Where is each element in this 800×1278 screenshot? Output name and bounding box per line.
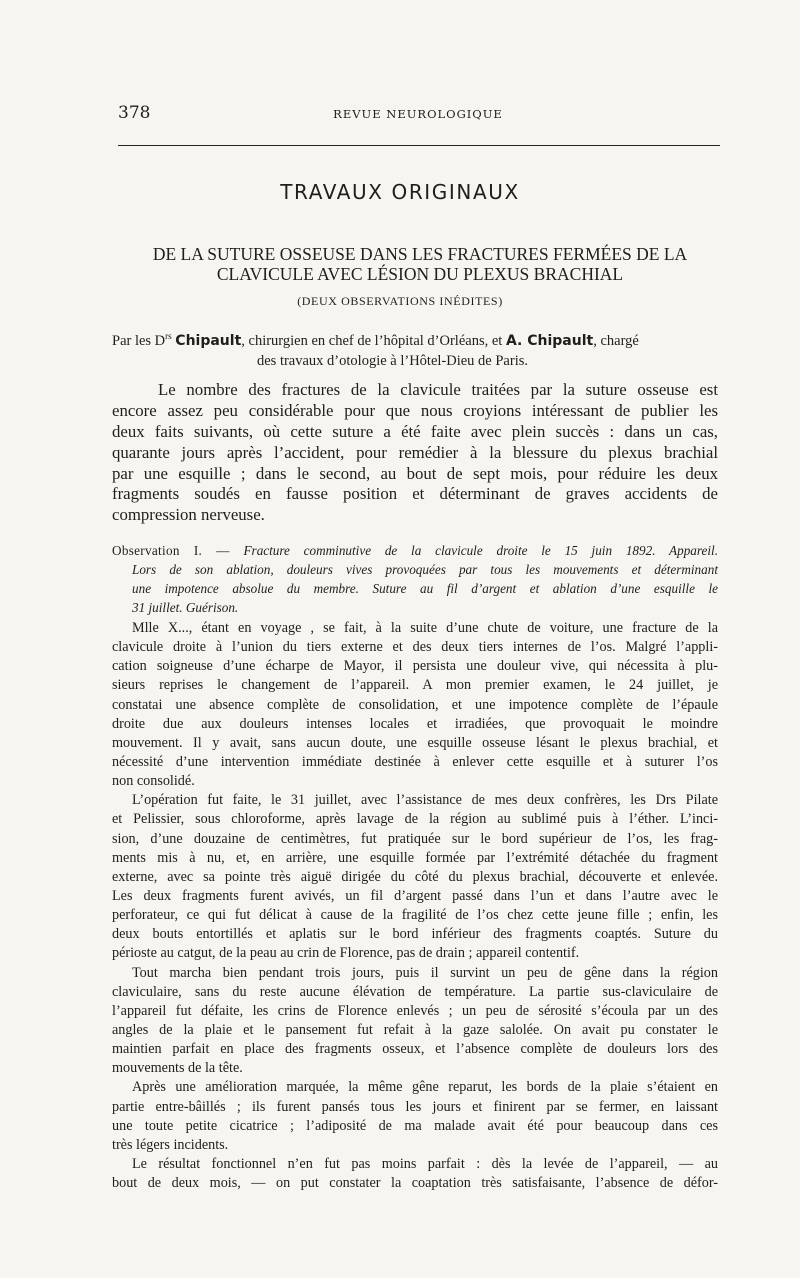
article-title (110, 244, 730, 284)
text-line: Lors de son ablation, douleurs vives provoquées par tous les mouvements et déterminant (132, 562, 718, 577)
text-line: une toute petite cicatrice ; l’adiposité de ma malade avait été pour beaucoup dans ces (112, 1117, 718, 1134)
text-line: droite due aux douleurs intenses locales et irradiées, que provoquait le moindre (112, 715, 718, 732)
text-line: angles de la plaie et le pansement fut refait à la gaze salolée. On avait pu constater le (112, 1021, 718, 1038)
journal-name: REVUE NEUROLOGIQUE (333, 107, 503, 121)
byline-prefix-sup: rs (165, 331, 172, 341)
observation-heading (112, 541, 718, 617)
author-name: A. Chipault (505, 332, 594, 349)
author-role: , chargé (593, 332, 639, 349)
text-line: Mlle X..., étant en voyage , se fait, à la suite d’une chute de voiture, une fracture de la (132, 620, 718, 636)
text-line: partie entre-bâillés ; ils furent pansés tous les jours et finirent par se fermer, en laissant (112, 1098, 718, 1115)
text-line: externe, avec sa pointe très aiguë dirigée du côté du plexus brachial, découverte et enlevée. (112, 868, 718, 885)
byline-line (112, 326, 732, 351)
text-line: très légers incidents. (112, 1136, 229, 1153)
text-line: par une esquille ; dans le second, au bout de sept mois, pour réduire les deux (112, 463, 718, 483)
text-line: quarante jours après l’accident, pour remédier à la blessure du plexus brachial (112, 442, 718, 462)
text-line: encore assez peu considérable pour que nous croyions intéressant de publier les (112, 400, 718, 420)
intro-paragraph (112, 380, 718, 526)
text-line: Tout marcha bien pendant trois jours, puis il survint un peu de gêne dans la région (132, 964, 718, 981)
article-title-line: DE LA SUTURE OSSEUSE DANS LES FRACTURES FERMÉES DE LA (152, 244, 688, 264)
text-line: clavicule droite à l’union du tiers externe et des deux tiers internes de l’os. Malgré l’appli- (112, 639, 718, 656)
section-title: TRAVAUX ORIGINAUX (280, 180, 520, 204)
observation-body (112, 619, 718, 1193)
text-line: sieurs reprises le changement de l’appareil. A mon premier examen, le 24 juillet, je (112, 677, 718, 694)
text-line: mouvement. Il y avait, sans aucun doute, une esquille osseuse lésant le plexus brachial, et (112, 734, 718, 751)
author-name: Chipault (175, 332, 242, 349)
article-subtitle: (DEUX OBSERVATIONS INÉDITES) (297, 294, 503, 308)
text-line: et Pelissier, sous chloroforme, après lavage de la région au sublimé puis à l’éther. L’inci- (112, 811, 718, 828)
header-rule (118, 145, 720, 146)
text-line: nécessité d’une intervention immédiate destinée à enlever cette esquille et à suturer l’os (112, 753, 718, 770)
running-head (118, 103, 718, 127)
byline (112, 326, 732, 371)
text-line: périoste au catgut, de la peau au crin de Florence, pas de drain ; appareil contentif. (112, 945, 580, 962)
text-line: bout de deux mois, — on put constater la coaptation très satisfaisante, l’absence de défor- (112, 1175, 718, 1192)
observation-summary: Fracture comminutive de la clavicule droite le 15 juin 1892. Appareil. (243, 543, 719, 558)
text-line: l’appareil fut défaite, les crins de Florence enlevés ; un peu de sérosité s’écoula par un des (112, 1002, 718, 1019)
text-line: cation soigneuse d’une écharpe de Mayor, il persista une douleur vive, qui nécessita à plu- (112, 658, 718, 675)
text-line: fragments soudés en fausse position et déterminant de graves accidents de (112, 484, 718, 504)
text-line: Les deux fragments furent avivés, un fil d’argent passé dans l’un et dans l’autre avec le (112, 887, 718, 904)
text-line: Le résultat fonctionnel n’en fut pas moins parfait : dès la levée de l’appareil, — au (132, 1155, 718, 1172)
text-line: perforateur, ce qui fut délicat à cause de la fragilité de l’os chez cette jeune fille ; enfin, les (112, 907, 718, 924)
text-line: une impotence absolue du membre. Suture au fil d’argent et ablation d’une esquille le (132, 581, 718, 596)
article-title-line: CLAVICULE AVEC LÉSION DU PLEXUS BRACHIAL (216, 264, 624, 284)
text-line: deux faits suivants, où cette suture a été faite avec plein succès : dans un cas, (112, 421, 718, 441)
text-line: non consolidé. (112, 773, 195, 790)
text-line: mouvements de la tête. (112, 1060, 243, 1077)
author-role: , chirurgien en chef de l’hôpital d’Orléans, et (241, 332, 506, 349)
byline-prefix: Par les D (112, 332, 166, 349)
text-line: maintien parfait en place des fragments osseux, et l’absence complète de douleurs lors des (112, 1041, 718, 1058)
text-line: ments mis à nu, et, en arrière, une esquille formée par l’extrémité détachée du fragment (112, 849, 718, 866)
text-line: 31 juillet. Guérison. (132, 600, 239, 615)
text-line: sion, d’une douzaine de centimètres, fut pratiquée sur le bord supérieur de l’os, les frag- (112, 830, 718, 847)
text-line (112, 541, 718, 560)
text-line: constatai une absence complète de consolidation, et une impotence complète de l’épaule (112, 696, 718, 713)
text-line: compression nerveuse. (112, 505, 265, 525)
text-line: deux bouts entortillés et aplatis sur le bord inférieur des fragments coaptés. Suture du (112, 926, 718, 943)
text-line: Après une amélioration marquée, la même gêne reparut, les bords de la plaie s’étaient en (132, 1079, 718, 1096)
text-line: L’opération fut faite, le 31 juillet, avec l’assistance de mes deux confrères, les Drs Pilate (132, 792, 718, 809)
text-line: Le nombre des fractures de la clavicule traitées par la suture osseuse est (158, 380, 718, 399)
text-line: claviculaire, sans du reste aucune élévation de température. La partie sus-claviculaire de (112, 983, 718, 1000)
page-number: 378 (118, 103, 151, 123)
byline-line: des travaux d’otologie à l’Hôtel-Dieu de Paris. (257, 352, 528, 369)
observation-label: Observation I. — (112, 543, 230, 558)
